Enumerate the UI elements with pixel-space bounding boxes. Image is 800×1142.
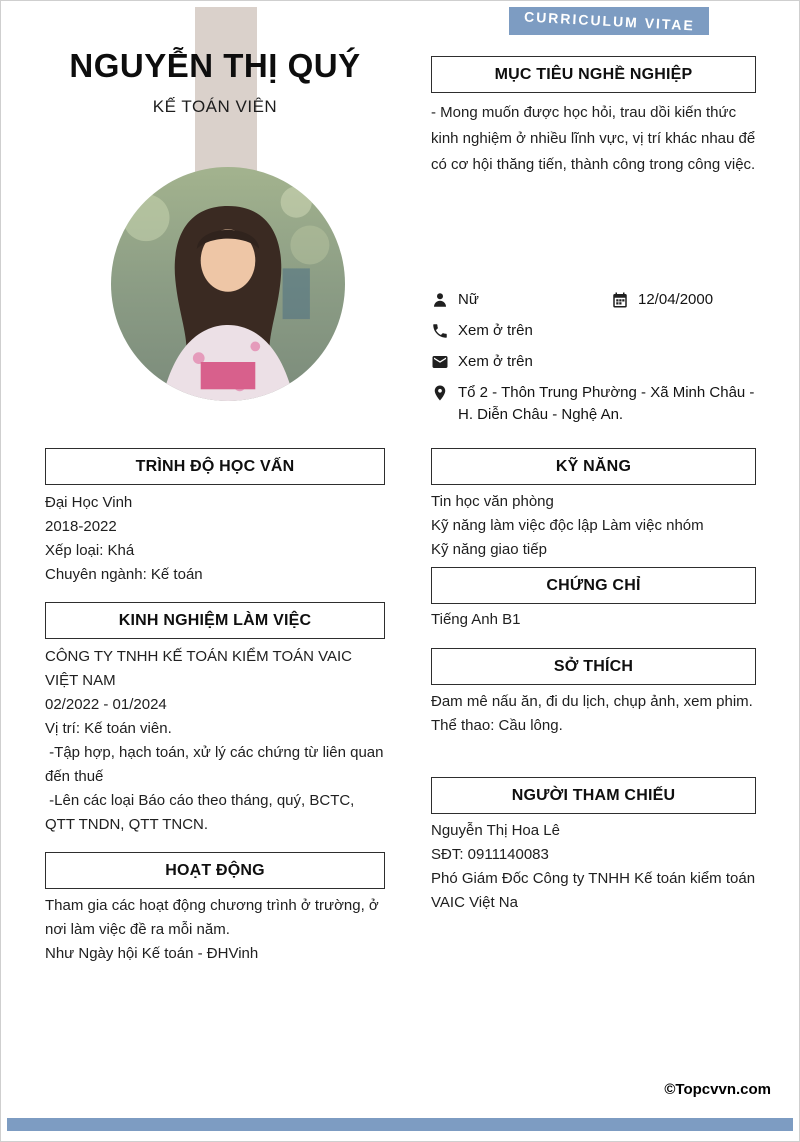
section-title: CHỨNG CHỈ [546,576,641,594]
education-line: Chuyên ngành: Kế toán [45,566,203,583]
phone-value: Xem ở trên [458,322,533,339]
section-header-skills [431,448,756,485]
phone-icon [431,322,449,340]
education-body [45,491,385,587]
section-title: HOẠT ĐỘNG [165,861,265,879]
footer-credit: ©Topcvvn.com [664,1081,771,1098]
section-title: KINH NGHIỆM LÀM VIỆC [118,611,312,629]
certificates-body [431,608,756,632]
reference-line: Nguyễn Thị Hoa Lê [431,822,560,839]
profile-photo [111,167,345,401]
education-line: Xếp loại: Khá [45,542,135,559]
candidate-name: NGUYỄN THỊ QUÝ [69,47,361,84]
cv-badge [509,7,709,35]
dob-value: 12/04/2000 [638,291,714,308]
experience-line: CÔNG TY TNHH KẾ TOÁN KIỂM TOÁN VAIC VIỆT NAM [45,648,357,689]
experience-body [45,645,388,837]
email-value: Xem ở trên [458,353,533,370]
section-header-activities [45,852,385,889]
experience-line: -Lên các loại Báo cáo theo tháng, quý, BCTC, QTT TNDN, QTT TNCN. [45,792,359,833]
dob-row [611,289,713,311]
section-title: MỤC TIÊU NGHỀ NGHIỆP [494,65,693,83]
activities-line: Tham gia các hoạt động chương trình ở trường, ở nơi làm việc đề ra mỗi năm. [45,897,383,938]
experience-line: Vị trí: Kế toán viên. [45,720,172,737]
skills-body [431,490,756,562]
section-header-experience [45,602,385,639]
cv-badge-label: CURRICULUM VITAE [523,8,695,34]
activities-line: Như Ngày hội Kế toán - ĐHVinh [45,945,259,962]
education-line: 2018-2022 [45,518,117,535]
section-header-education [45,448,385,485]
info-row-address [431,382,763,426]
gender-value: Nữ [458,291,479,308]
section-title: TRÌNH ĐỘ HỌC VẤN [135,457,295,475]
section-title: NGƯỜI THAM CHIẾU [511,786,676,804]
certificate-line: Tiếng Anh B1 [431,611,521,628]
reference-line: Phó Giám Đốc Công ty TNHH Kế toán kiểm toán VAIC Việt Na [431,870,760,911]
candidate-title: KẾ TOÁN VIÊN [152,97,278,116]
personal-info [431,289,763,435]
hobby-line: Đam mê nấu ăn, đi du lịch, chụp ảnh, xem phim. [431,693,753,710]
section-header-objective [431,56,756,93]
calendar-icon [611,291,629,309]
info-row-gender [431,289,763,311]
hobbies-body [431,690,756,738]
education-line: Đại Học Vinh [45,494,133,511]
references-body [431,819,760,915]
experience-line: 02/2022 - 01/2024 [45,696,167,713]
activities-body [45,894,385,966]
footer-bar [7,1118,793,1131]
section-title: SỞ THÍCH [553,657,634,675]
objective-text: - Mong muốn được học hỏi, trau dồi kiến thức kinh nghiệm ở nhiều lĩnh vực, vị trí khác nhau để có cơ hội thăng tiến, thành công trong công việc. [431,104,760,173]
objective-body [431,100,760,178]
person-icon [431,291,449,309]
section-header-references [431,777,756,814]
section-title: KỸ NĂNG [555,457,632,475]
hobby-line: Thể thao: Cầu lông. [431,717,563,734]
skill-line: Kỹ năng làm việc độc lập Làm việc nhóm [431,517,704,534]
reference-line: SĐT: 0911140083 [431,846,549,863]
info-row-phone [431,320,763,342]
address-value: Tổ 2 - Thôn Trung Phường - Xã Minh Châu - H. Diễn Châu - Nghệ An. [458,384,755,423]
section-header-hobbies [431,648,756,685]
info-row-email [431,351,763,373]
section-header-certificates [431,567,756,604]
location-pin-icon [431,384,449,402]
experience-line: -Tập hợp, hạch toán, xử lý các chứng từ liên quan đến thuế [45,744,388,785]
skill-line: Tin học văn phòng [431,493,554,510]
mail-icon [431,353,449,371]
skill-line: Kỹ năng giao tiếp [431,541,547,558]
